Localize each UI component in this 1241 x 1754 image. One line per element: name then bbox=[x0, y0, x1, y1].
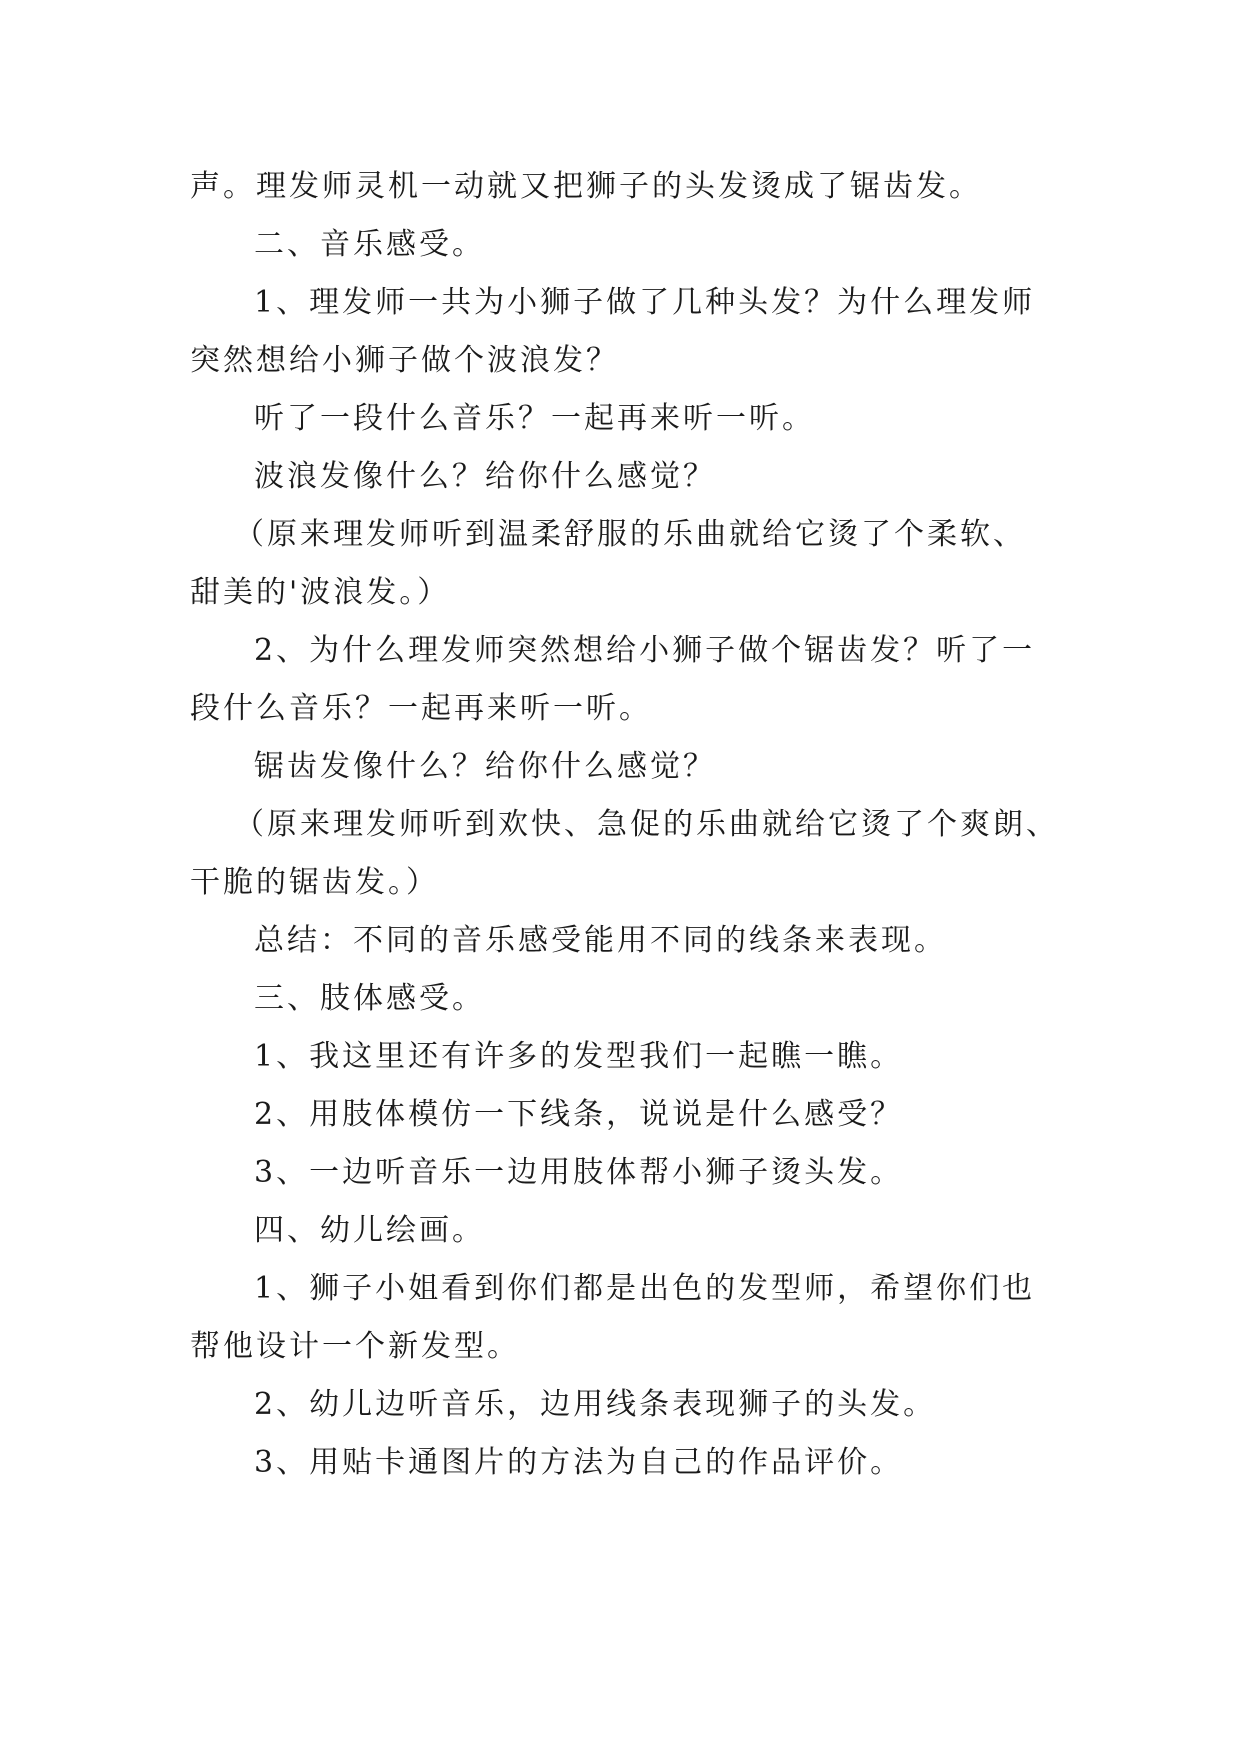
text-line: 2、用肢体模仿一下线条，说说是什么感受？ bbox=[254, 1097, 904, 1132]
text-line: 波浪发像什么？给你什么感觉？ bbox=[254, 459, 716, 494]
text-line: 2、为什么理发师突然想给小狮子做个锯齿发？听了一 bbox=[254, 633, 1036, 668]
text-line: 总结：不同的音乐感受能用不同的线条来表现。 bbox=[254, 923, 947, 958]
text-line: 帮他设计一个新发型。 bbox=[190, 1329, 520, 1364]
text-line: 干脆的锯齿发。） bbox=[190, 865, 439, 900]
text-line: 声。理发师灵机一动就又把狮子的头发烫成了锯齿发。 bbox=[190, 169, 982, 204]
text-line: 段什么音乐？一起再来听一听。 bbox=[190, 691, 652, 726]
text-line: 甜美的'波浪发。） bbox=[190, 575, 451, 610]
text-line: （原来理发师听到温柔舒服的乐曲就给它烫了个柔软、 bbox=[234, 517, 1026, 552]
text-line: 锯齿发像什么？给你什么感觉？ bbox=[254, 749, 716, 784]
text-line: 1、我这里还有许多的发型我们一起瞧一瞧。 bbox=[254, 1039, 904, 1074]
text-line: 听了一段什么音乐？一起再来听一听。 bbox=[254, 401, 815, 436]
section-heading: 四、幼儿绘画。 bbox=[254, 1213, 485, 1248]
text-line: 1、狮子小姐看到你们都是出色的发型师，希望你们也 bbox=[254, 1271, 1036, 1306]
text-line: 3、用贴卡通图片的方法为自己的作品评价。 bbox=[254, 1445, 904, 1480]
text-line: （原来理发师听到欢快、急促的乐曲就给它烫了个爽朗、 bbox=[234, 807, 1059, 842]
body-text bbox=[190, 158, 1062, 1492]
text-line: 3、一边听音乐一边用肢体帮小狮子烫头发。 bbox=[254, 1155, 904, 1190]
section-heading: 二、音乐感受。 bbox=[254, 227, 485, 262]
text-line: 突然想给小狮子做个波浪发？ bbox=[190, 343, 619, 378]
text-line: 2、幼儿边听音乐，边用线条表现狮子的头发。 bbox=[254, 1387, 937, 1422]
text-line: 1、理发师一共为小狮子做了几种头发？为什么理发师 bbox=[254, 285, 1036, 320]
section-heading: 三、肢体感受。 bbox=[254, 981, 485, 1016]
